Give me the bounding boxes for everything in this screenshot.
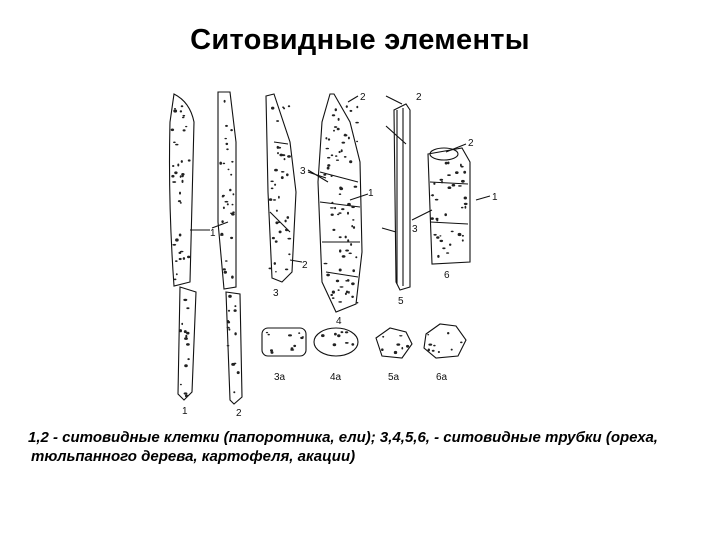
stipple-dot <box>382 336 384 338</box>
stipple-dot <box>179 192 181 195</box>
stipple-dot <box>330 207 334 208</box>
stipple-dot <box>333 130 335 132</box>
stipple-dot <box>331 202 333 204</box>
stipple-dot <box>327 157 330 159</box>
stipple-dot <box>337 334 340 337</box>
cross-section-4a <box>314 328 358 356</box>
stipple-dot <box>332 114 335 116</box>
stipple-dot <box>356 106 358 109</box>
stipple-dot <box>277 146 279 149</box>
label-3: 3 <box>273 288 279 299</box>
stipple-dot <box>269 268 272 270</box>
stipple-dot <box>345 293 347 296</box>
stipple-dot <box>334 126 337 128</box>
stipple-dot <box>433 183 435 185</box>
stipple-dot <box>274 184 276 186</box>
stipple-dot <box>330 294 333 296</box>
stipple-dot <box>283 107 285 109</box>
label-6a: 6а <box>436 372 448 383</box>
stipple-dot <box>323 174 326 176</box>
stipple-dot <box>438 351 440 353</box>
stipple-dot <box>332 291 335 294</box>
stipple-dot <box>181 160 183 163</box>
stipple-dot <box>338 289 340 291</box>
stipple-dot <box>464 197 467 200</box>
stipple-dot <box>440 179 444 181</box>
stipple-dot <box>351 282 355 285</box>
pointer-label-3a: 3 <box>300 166 306 177</box>
stipple-dot <box>271 188 274 190</box>
sieve-cell-2-lower <box>226 292 242 404</box>
stipple-dot <box>353 226 355 229</box>
stipple-dot <box>285 269 288 271</box>
stipple-dot <box>185 126 187 127</box>
stipple-dot <box>440 240 444 242</box>
label-3a: 3а <box>274 372 286 383</box>
stipple-dot <box>345 250 349 252</box>
stipple-dot <box>447 174 451 176</box>
stipple-dot <box>230 237 233 239</box>
stipple-dot <box>172 165 174 167</box>
stipple-dot <box>233 391 235 393</box>
stipple-dot <box>345 280 347 282</box>
stipple-dot <box>460 342 463 344</box>
cross-section-6a <box>424 324 466 358</box>
stipple-dot <box>278 196 280 199</box>
stipple-dot <box>180 384 182 386</box>
stipple-dot <box>226 143 229 145</box>
stipple-dot <box>458 185 462 187</box>
stipple-dot <box>229 189 231 192</box>
stipple-dot <box>184 364 188 367</box>
label-6: 6 <box>444 270 450 281</box>
stipple-dot <box>184 337 188 340</box>
stipple-dot <box>172 244 176 246</box>
stipple-dot <box>432 350 435 352</box>
pointer-label-2b: 2 <box>360 92 366 103</box>
stipple-dot <box>331 154 334 156</box>
stipple-dot <box>451 349 453 351</box>
stipple-dot <box>285 229 288 231</box>
stipple-dot <box>179 258 182 260</box>
stipple-dot <box>350 243 352 246</box>
pointer-label-2a: 2 <box>302 260 308 271</box>
stipple-dot <box>342 255 346 258</box>
label-1: 1 <box>182 406 188 417</box>
stipple-dot <box>228 169 230 171</box>
stipple-dot <box>227 321 230 323</box>
stipple-dot <box>171 129 174 132</box>
stipple-dot <box>394 351 397 354</box>
stipple-dot <box>433 345 435 347</box>
stipple-dot <box>275 221 278 224</box>
label-5: 5 <box>398 296 404 307</box>
stipple-dot <box>339 151 341 153</box>
stipple-dot <box>186 307 189 309</box>
stipple-dot <box>461 180 465 183</box>
stipple-dot <box>428 349 430 352</box>
stipple-dot <box>396 343 400 345</box>
stipple-dot <box>455 171 459 174</box>
stipple-dot <box>351 343 354 346</box>
cross-section-3a <box>262 328 306 356</box>
stipple-dot <box>177 164 179 167</box>
stipple-dot <box>182 117 185 119</box>
stipple-dot <box>452 184 456 187</box>
stipple-dot <box>349 253 352 255</box>
stipple-dot <box>231 363 235 366</box>
stipple-dot <box>328 138 330 140</box>
stipple-dot <box>271 107 274 110</box>
stipple-dot <box>232 204 234 206</box>
stipple-dot <box>355 122 359 124</box>
stipple-dot <box>300 337 303 339</box>
stipple-dot <box>341 149 343 152</box>
stipple-dot <box>271 351 274 354</box>
stipple-dot <box>231 161 233 163</box>
stipple-dot <box>179 234 182 237</box>
stipple-dot <box>352 219 354 221</box>
stipple-dot <box>464 203 468 205</box>
stipple-dot <box>460 164 462 167</box>
stipple-dot <box>349 160 352 163</box>
stipple-dot <box>225 125 228 127</box>
stipple-dot <box>224 138 227 139</box>
stipple-dot <box>346 105 348 108</box>
stipple-dot <box>356 302 358 304</box>
stipple-dot <box>331 175 333 177</box>
stipple-dot <box>272 237 275 239</box>
stipple-dot <box>442 247 445 249</box>
stipple-dot <box>347 239 349 242</box>
stipple-dot <box>181 173 184 176</box>
stipple-dot <box>279 231 282 234</box>
stipple-dot <box>225 201 229 203</box>
stipple-dot <box>284 158 286 160</box>
stipple-dot <box>224 271 227 274</box>
stipple-dot <box>447 332 449 334</box>
stipple-dot <box>447 162 449 165</box>
stipple-dot <box>287 155 291 158</box>
stipple-dot <box>223 268 226 270</box>
stipple-dot <box>345 342 349 344</box>
cross-section-5a <box>376 328 412 358</box>
stipple-dot <box>182 180 184 183</box>
stipple-dot <box>399 335 402 336</box>
stipple-dot <box>185 395 188 398</box>
stipple-dot <box>223 163 226 165</box>
stipple-dot <box>344 134 346 136</box>
stipple-dot <box>183 299 187 301</box>
stipple-dot <box>354 186 358 188</box>
stipple-dot <box>401 347 403 350</box>
stipple-dot <box>431 217 434 220</box>
stipple-dot <box>220 233 223 236</box>
stipple-dot <box>324 263 328 265</box>
stipple-dot <box>281 171 285 173</box>
stipple-dot <box>341 331 344 333</box>
stipple-dot <box>428 344 432 346</box>
stipple-dot <box>277 152 279 154</box>
stipple-dot <box>234 332 236 335</box>
stipple-dot <box>338 118 340 121</box>
stipple-dot <box>436 236 439 239</box>
stipple-dot <box>183 129 186 131</box>
label-4a: 4а <box>330 372 342 383</box>
stipple-dot <box>180 251 184 253</box>
stipple-dot <box>228 295 232 298</box>
stipple-dot <box>351 225 353 227</box>
stipple-dot <box>341 208 344 210</box>
stipple-dot <box>463 171 466 174</box>
pointer-label-1c: 1 <box>492 192 498 203</box>
stipple-dot <box>338 212 341 214</box>
stipple-dot <box>445 162 448 165</box>
stipple-dot <box>339 269 342 272</box>
stipple-dot <box>279 154 283 157</box>
stipple-dot <box>356 141 358 142</box>
stipple-dot <box>270 181 273 183</box>
stipple-dot <box>219 162 222 165</box>
stipple-dot <box>433 234 436 236</box>
stipple-dot <box>228 310 230 312</box>
stipple-dot <box>350 110 353 112</box>
stipple-dot <box>174 171 177 174</box>
stipple-dot <box>266 332 268 333</box>
stipple-dot <box>288 253 290 255</box>
stipple-dot <box>182 115 185 117</box>
stipple-dot <box>175 260 178 262</box>
stipple-dot <box>222 195 225 197</box>
stipple-dot <box>345 331 348 333</box>
stipple-dot <box>449 244 451 246</box>
stipple-dot <box>339 236 342 238</box>
stipple-dot <box>287 238 291 240</box>
stipple-dot <box>288 334 292 336</box>
stipple-dot <box>326 148 330 150</box>
stipple-dot <box>178 200 181 202</box>
stipple-dot <box>184 392 188 394</box>
stipple-dot <box>227 327 230 329</box>
stipple-dot <box>276 210 278 212</box>
pointer-label-2c: 2 <box>416 92 422 103</box>
stipple-dot <box>432 194 434 196</box>
stipple-dot <box>458 233 462 236</box>
stipple-dot <box>327 167 330 170</box>
stipple-dot <box>225 260 228 262</box>
stipple-dot <box>230 213 233 214</box>
stipple-dot <box>173 142 176 144</box>
stipple-dot <box>448 186 452 189</box>
stipple-dot <box>171 175 174 178</box>
stipple-dot <box>336 280 339 283</box>
stipple-dot <box>326 274 330 277</box>
stipple-dot <box>285 220 287 223</box>
stipple-dot <box>275 240 278 242</box>
stipple-dot <box>174 279 177 281</box>
stipple-dot <box>339 193 342 195</box>
stipple-dot <box>462 235 464 237</box>
stipple-dot <box>462 239 464 241</box>
stipple-dot <box>451 231 454 233</box>
stipple-dot <box>338 301 342 303</box>
stipple-dot <box>348 137 350 140</box>
stipple-dot <box>337 128 340 131</box>
stipple-dot <box>340 286 344 287</box>
stipple-dot <box>223 207 225 210</box>
stipple-dot <box>276 120 279 122</box>
label-4: 4 <box>336 316 342 327</box>
label-5a: 5а <box>388 372 400 383</box>
stipple-dot <box>298 332 300 334</box>
stipple-dot <box>351 296 354 298</box>
stipple-dot <box>348 291 350 294</box>
stipple-dot <box>234 309 237 312</box>
stipple-dot <box>336 160 339 161</box>
stipple-dot <box>351 206 355 208</box>
stipple-dot <box>286 173 289 176</box>
stipple-dot <box>347 212 349 215</box>
stipple-dot <box>174 108 176 109</box>
stipple-dot <box>461 207 464 209</box>
stipple-dot <box>344 156 347 158</box>
stipple-dot <box>181 105 184 107</box>
stipple-dot <box>224 100 226 103</box>
stipple-dot <box>339 249 341 252</box>
stipple-dot <box>274 169 278 172</box>
stipple-dot <box>186 343 190 346</box>
stipple-dot <box>446 252 449 254</box>
stipple-dot <box>237 371 240 374</box>
stipple-dot <box>436 220 438 222</box>
stipple-dot <box>293 345 296 347</box>
stipple-dot <box>233 193 235 195</box>
sieve-elements-illustration <box>150 82 500 422</box>
stipple-dot <box>187 358 189 360</box>
stipple-dot <box>175 238 179 241</box>
sieve-tube-5 <box>394 104 410 290</box>
pointer-label-2d: 2 <box>468 138 474 149</box>
stipple-dot <box>187 256 190 259</box>
stipple-dot <box>321 334 325 337</box>
sieve-tube-3 <box>266 94 296 282</box>
stipple-dot <box>333 343 337 346</box>
stipple-dot <box>381 348 384 351</box>
figure-caption <box>28 428 708 466</box>
stipple-dot <box>180 175 182 178</box>
pointer-label-3b: 3 <box>412 224 418 235</box>
stipple-dot <box>188 159 191 161</box>
stipple-dot <box>227 203 229 205</box>
sieve-cell-2-upper <box>218 92 236 289</box>
stipple-dot <box>176 273 178 275</box>
pointer-label-1b: 1 <box>368 188 374 199</box>
stipple-dot <box>291 347 294 349</box>
stipple-dot <box>337 214 339 216</box>
stipple-dot <box>221 220 223 223</box>
stipple-dot <box>441 181 443 184</box>
stipple-dot <box>437 255 439 258</box>
stipple-dot <box>227 345 230 346</box>
stipple-dot <box>427 334 429 335</box>
stipple-dot <box>332 229 335 231</box>
stipple-dot <box>181 323 183 325</box>
sieve-tube-6 <box>428 148 470 264</box>
stipple-dot <box>234 305 236 307</box>
stipple-dot <box>332 297 335 299</box>
stipple-dot <box>439 235 441 236</box>
pointer-label-1a: 1 <box>210 228 216 239</box>
stipple-dot <box>327 164 330 167</box>
caption-line-2: тюльпанного дерева, картофеля, акации) <box>31 448 356 465</box>
stipple-dot <box>173 109 177 112</box>
stipple-dot <box>331 214 334 216</box>
stipple-dot <box>180 202 182 204</box>
stipple-dot <box>269 198 272 201</box>
stipple-dot <box>347 203 351 206</box>
stipple-dot <box>275 271 277 272</box>
stipple-dot <box>339 187 342 190</box>
stipple-dot <box>342 142 346 144</box>
stipple-dot <box>435 199 439 201</box>
stipple-dot <box>325 137 327 139</box>
stipple-dot <box>230 174 232 176</box>
stipple-dot <box>465 206 467 209</box>
stipple-dot <box>406 345 409 348</box>
stipple-dot <box>355 256 357 258</box>
stipple-dot <box>281 176 284 179</box>
stipple-dot <box>274 262 276 265</box>
stipple-dot <box>335 155 337 157</box>
slide-title: Ситовидные элементы <box>190 24 530 56</box>
stipple-dot <box>175 144 178 146</box>
stipple-dot <box>186 332 189 335</box>
caption-line-1: 1,2 - ситовидные клетки (папоротника, ели); 3,4,5,6, - ситовидные трубки (ореха, <box>28 429 658 446</box>
stipple-dot <box>183 257 185 260</box>
stipple-dot <box>179 329 182 332</box>
stipple-dot <box>226 148 229 150</box>
stipple-dot <box>172 181 176 183</box>
stipple-dot <box>352 269 355 272</box>
label-2: 2 <box>236 408 242 419</box>
stipple-dot <box>231 276 234 279</box>
stipple-dot <box>334 333 337 336</box>
stipple-dot <box>288 105 290 107</box>
stipple-dot <box>287 216 290 219</box>
stipple-dot <box>273 199 276 201</box>
stipple-dot <box>180 110 182 112</box>
stipple-dot <box>334 207 336 209</box>
stipple-dot <box>335 108 337 111</box>
stipple-dot <box>345 236 347 239</box>
stipple-dot <box>228 328 230 330</box>
stipple-dot <box>444 213 447 216</box>
stipple-dot <box>268 334 270 336</box>
stipple-dot <box>230 129 233 131</box>
